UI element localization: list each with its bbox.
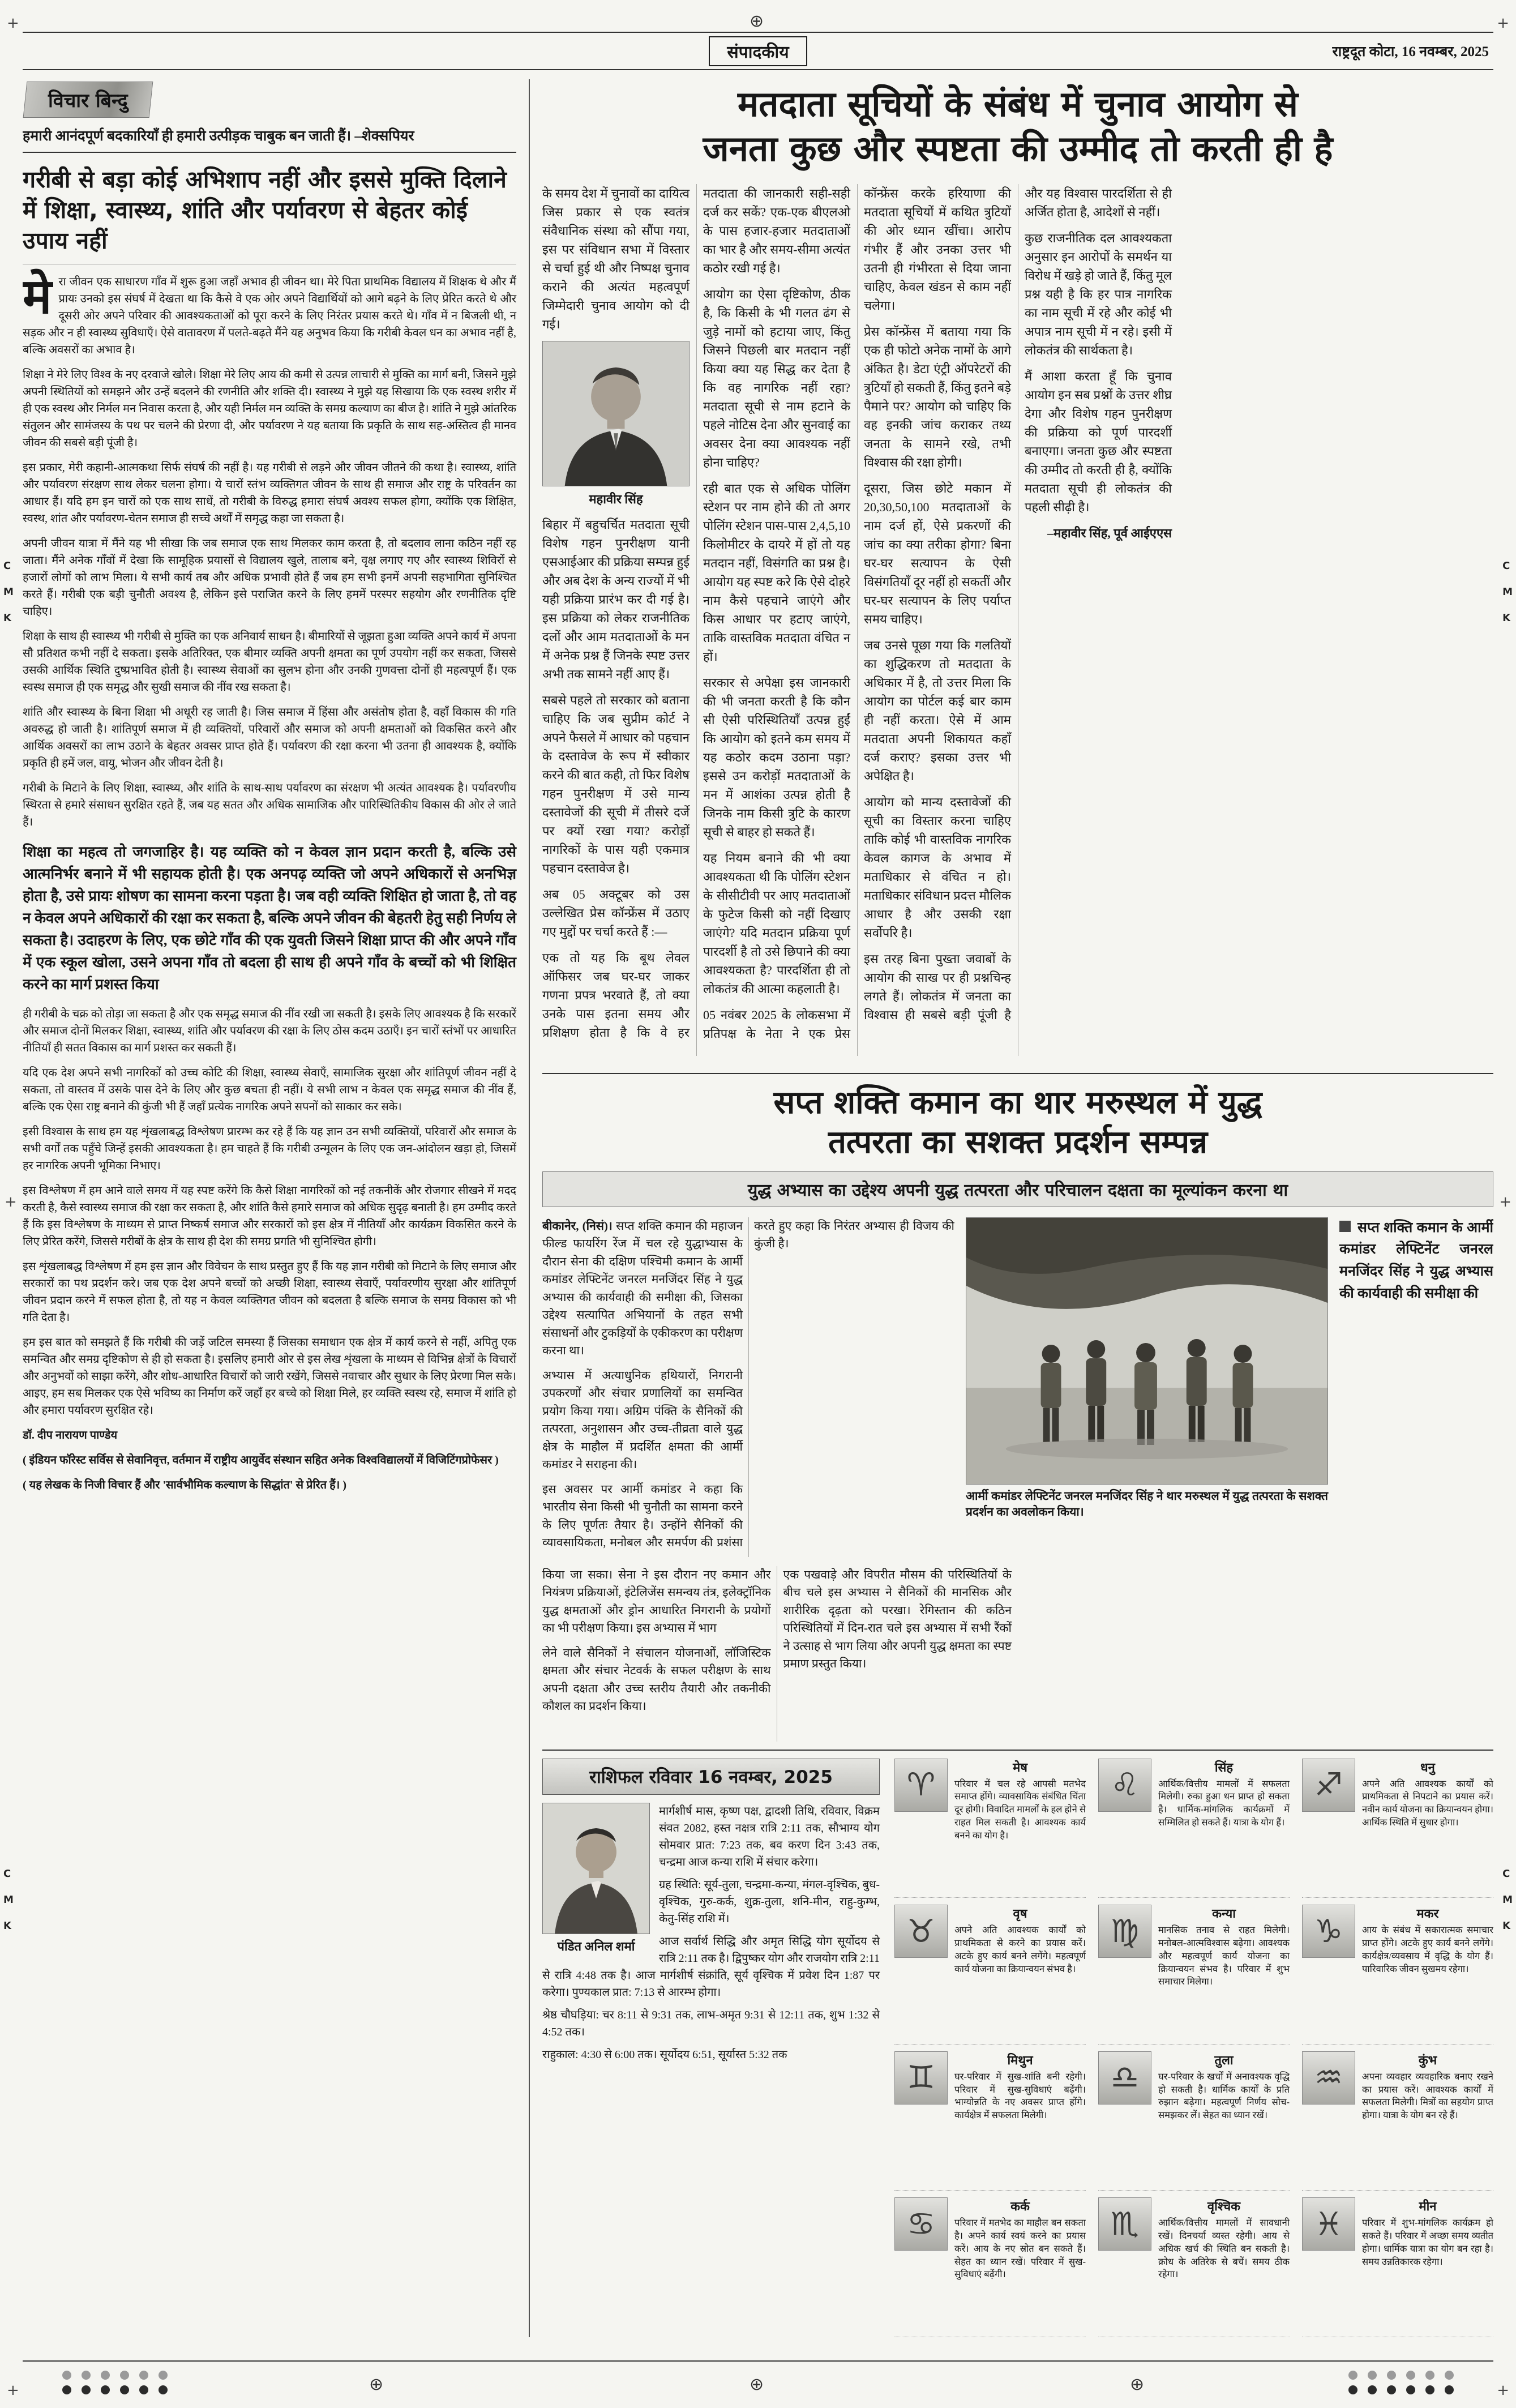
portrait-photo-illustration	[543, 341, 689, 486]
army-paragraph: किया जा सका। सेना ने इस दौरान नए कमान और नियंत्रण प्रक्रियाओं, इंटेलिजेंस समन्वय तंत्र, इलेक्ट्रॉनिक युद्ध क्षमताओं और ड्रोन आधारित निगरानी के प्रयोगों का भी परीक्षण किया। इस अभ्यास में भाग	[542, 1567, 771, 1635]
sagittarius-icon: ♐	[1302, 1759, 1355, 1812]
registration-target-icon: ⊕	[750, 2375, 764, 2394]
left-article-paragraph: गरीबी के मिटाने के लिए शिक्षा, स्वास्थ्य, और शांति के साथ-साथ पर्यावरण का संरक्षण भी अत्यंत आवश्यक है। पर्यावरणीय स्थिरता से हमारे संसाधन सुरक्षित रहते हैं, जब यह सतत और अधिक सामाजिक और पारिस्थितिकीय विकास की ओर ले जाते हैं।	[23, 782, 516, 829]
army-paragraph: अभ्यास में अत्याधुनिक हथियारों, निगरानी उपकरणों और संचार प्रणालियों का समन्वित प्रयोग किया गया। अग्रिम पंक्ति के सैनिकों की तत्परता, अनुशासन और उच्च-तीव्रता वाले युद्ध क्षेत्र के माहौल में प्रदर्शित क्षमता की आर्मी कमांडर ने सराहना की।	[542, 1368, 743, 1472]
crop-mark: +	[7, 2382, 19, 2399]
zodiac-name: कन्या	[1212, 1907, 1236, 1922]
print-color-dots-left	[62, 2371, 168, 2394]
zodiac-name: मकर	[1416, 1907, 1439, 1922]
editorial-signature: –महावीर सिंह, पूर्व आईएएस	[1047, 525, 1172, 540]
zodiac-cell-dhanu	[1302, 1759, 1493, 1898]
content-area	[23, 79, 1493, 2337]
zodiac-prediction: घर-परिवार में सुख-शांति बनी रहेगी। परिवार में सुख-सुविधाएं बढ़ेंगी। भाग्योन्नति के नए अवसर प्राप्त होंगे। कार्यक्षेत्र में सफलता मिलेगी।	[954, 2071, 1086, 2121]
crop-mark: +	[5, 1194, 17, 1211]
editorial-paragraph: मैं आशा करता हूँ कि चुनाव आयोग इन सब प्रश्नों के उत्तर शीघ्र देगा और विशेष गहन पुनरीक्षण की प्रक्रिया को पूर्ण पारदर्शी बनाएगा। जनता कुछ और स्पष्टता की उम्मीद तो करती ही है, क्योंकि मतदाता सूची ही लोकतंत्र की पहली सीढ़ी है।	[1025, 369, 1172, 514]
author-photo	[542, 341, 690, 486]
army-photo-caption: आर्मी कमांडर लेफ्टिनेंट जनरल मनजिंदर सिंह ने थार मरुस्थल में युद्ध तत्परता के सशक्त प्रदर्शन का अवलोकन किया।	[966, 1489, 1328, 1519]
left-article-paragraph: इस शृंखलाबद्ध विश्लेषण में हम इस ज्ञान और विवेचन के साथ प्रस्तुत हुए हैं कि यह ज्ञान गरीबी को मिटाने के लिए समाज और सरकारों का पथ प्रदर्शन करे। जब एक देश अपने बच्चों को अच्छी शिक्षा, स्वास्थ्य सेवाएँ, पर्यावरणीय सुरक्षा और शांतिपूर्ण जीवन प्रदान करने में सफल होता है, तो यह न केवल व्यक्तिगत जीवन को बदलता है बल्कि समाज के समग्र विकास को भी गति देता है।	[23, 1260, 516, 1324]
left-article-paragraph: यदि एक देश अपने सभी नागरिकों को उच्च कोटि की शिक्षा, स्वास्थ्य सेवाएँ, सामाजिक सुरक्षा और शांतिपूर्ण जीवन नहीं दे सकता, तो वास्तव में उसके पास देने के लिए और कुछ बचता ही नहीं। ये सभी लाभ न केवल एक समृद्ध समाज की नींव हैं, बल्कि एक ऐसा राष्ट्र बनाने की कुंजी भी हैं जहाँ प्रत्येक नागरिक अपने सपनों को साकार कर सके।	[23, 1067, 516, 1114]
zodiac-cell-mithun	[894, 2051, 1086, 2191]
editorial-paragraph: आयोग को मान्य दस्तावेजों की सूची का विस्तार करना चाहिए ताकि कोई भी वास्तविक नागरिक केवल कागज के अभाव में मताधिकार से वंचित न हो। मताधिकार संविधान प्रदत्त मौलिक आधार है और उसकी रक्षा सर्वोपरि है।	[864, 794, 1011, 940]
zodiac-prediction: अपने अति आवश्यक कार्यों को प्राथमिकता से निपटाने का प्रयास करें। नवीन कार्य योजना का क्रियान्वयन होगा। आर्थिक स्थिति में सुधार होगा।	[1362, 1778, 1493, 1828]
left-article-headline: गरीबी से बड़ा कोई अभिशाप नहीं और इससे मुक्ति दिलाने में शिक्षा, स्वास्थ्य, शांति और पर्यावरण से बेहतर कोई उपाय नहीं	[23, 164, 516, 264]
masthead	[23, 32, 1493, 70]
horoscope-section	[542, 1750, 1493, 2337]
editorial-headline-line1: मतदाता सूचियों के संबंध में चुनाव आयोग से	[738, 83, 1298, 125]
zodiac-prediction: घर-परिवार के खर्चों में अनावश्यक वृद्धि हो सकती है। धार्मिक कार्यों के प्रति रुझान बढ़ेगा। महत्वपूर्ण निर्णय सोच-समझकर लें। सेहत का ध्यान रखें।	[1158, 2071, 1290, 2121]
army-headline-line2: तत्परता का सशक्त प्रदर्शन सम्पन्न	[828, 1123, 1208, 1161]
zodiac-name: वृष	[1013, 1907, 1027, 1922]
zodiac-name: मिथुन	[1007, 2053, 1033, 2068]
left-article-paragraph: हम इस बात को समझते हैं कि गरीबी की जड़ें जटिल समस्या हैं जिसका समाधान एक क्षेत्र में कार्य करने से नहीं, अपितु एक समन्वित और समग्र दृष्टिकोण से ही हो सकता है। इसलिए हमारी ओर से इस लेख शृंखला के माध्यम से विभिन्न क्षेत्रों के विचारों और अनुभवों को साझा करेंगे, और शोध-आधारित विचारों को जारी रखेंगे, जिससे नवाचार और सुधार के लिए प्रेरणा मिल सके। आइए, हम सब मिलकर एक ऐसे भविष्य का निर्माण करें जहाँ हर बच्चे को शिक्षा मिले, हर व्यक्ति स्वस्थ रहे, समाज में शांति हो और हमारा पर्यावरण सुरक्षित रहे।	[23, 1336, 516, 1417]
army-headline-line1: सप्त शक्ति कमान का थार मरुस्थल में युद्ध	[773, 1084, 1262, 1121]
left-article-paragraph: ही गरीबी के चक्र को तोड़ा जा सकता है और एक समृद्ध समाज की नींव रखी जा सकती है। इसके लिए आवश्यक है कि सरकारें और समाज दोनों मिलकर शिक्षा, स्वास्थ्य, शांति और पर्यावरण की रक्षा के लिए ठोस कदम उठाएँ। इन चारों स्तंभों पर आधारित नीतियाँ ही सतत विकास का मार्ग प्रशस्त कर सकती हैं।	[23, 1008, 516, 1055]
author-photo-caption: महावीर सिंह	[589, 491, 643, 506]
footer-rule	[23, 2360, 1493, 2362]
left-article-highlight: शिक्षा का महत्व तो जगजाहिर है। यह व्यक्ति को न केवल ज्ञान प्रदान करती है, बल्कि उसे आत्मनिर्भर बनाने में भी सहायक होती है। एक अनपढ़ व्यक्ति जो अपने अधिकारों से अनभिज्ञ होता है, उसे प्रायः शोषण का सामना करना पड़ता है। जब वही व्यक्ति शिक्षित हो जाता है, तो वह न केवल अपने अधिकारों की रक्षा कर सकता है, बल्कि अपने जीवन की बेहतरी हेतु सही निर्णय ले सकता है। उदाहरण के लिए, एक छोटे गाँव की एक युवती जिसने शिक्षा प्राप्त की और अपने गाँव में एक स्कूल खोला, उसने अपना गाँव तो बदला ही साथ ही अपने गाँव के बच्चों को भी शिक्षित करने का मार्ग प्रशस्त किया	[23, 844, 516, 993]
left-article-lead: मेरा जीवन एक साधारण गाँव में शुरू हुआ जहाँ अभाव ही जीवन था। मेरे पिता प्राथमिक विद्यालय में शिक्षक थे और मैं प्रायः उनको इस संघर्ष में देखता था कि कैसे वे एक ओर अपने विद्यार्थियों को आगे बढ़ने के लिए प्रेरित करते थे और दूसरी ओर अपने परिवार की आवश्यकताओं को पूरा करने के लिए निरंतर प्रयास करते थे। गाँव में न बिजली थी, न सड़क और न ही स्वास्थ्य सुविधाएँ। ऐसे वातावरण में पलते-बढ़ते मैंने यह अनुभव किया कि गरीबी केवल धन का अभाव नहीं है, बल्कि अवसरों का अभाव है।	[23, 268, 516, 357]
square-bullet-icon	[1339, 1221, 1351, 1232]
panchang-line: आज सर्वार्थ सिद्धि और अमृत सिद्धि योग सूर्योदय से रात्रि 2:11 तक है। द्विपुष्कर योग और राजयोग रात्रि 2:11 से रात्रि 4:48 तक है। आज मार्गशीर्ष संक्रांति, सूर्य वृश्चिक में प्रवेश दिन 1:87 पर करेगा। पुण्यकाल प्रात: 7:13 से आरम्भ होगा।	[542, 1935, 880, 1999]
zodiac-prediction: आर्थिक/वित्तीय मामलों में सावधानी रखें। दिनचर्या व्यस्त रहेगी। आय से अधिक खर्च की स्थिति बन सकती है। क्रोध के अतिरेक से बचें। समय ठीक रहेगा।	[1158, 2217, 1290, 2280]
registration-target-icon: ⊕	[1130, 2375, 1145, 2394]
aries-icon: ♈	[894, 1759, 948, 1812]
left-article-author: डॉ. दीप नारायण पाण्डेय	[23, 1429, 118, 1442]
left-article-author-note: ( यह लेखक के निजी विचार हैं और 'सार्वभौमिक कल्याण के सिद्धांत' से प्रेरित हैं। )	[23, 1479, 346, 1492]
edition-dateline: राष्ट्रदूत कोटा, 16 नवम्बर, 2025	[1332, 44, 1489, 59]
army-photo-illustration	[966, 1218, 1327, 1484]
astrologer-photo	[542, 1803, 650, 1934]
astrologer-name: पंडित अनिल शर्मा	[557, 1939, 635, 1953]
editorial-paragraph: आयोग का ऐसा दृष्टिकोण, ठीक है, कि किसी के भी गलत ढंग से जुड़े नामों को हटाया जाए, किंतु जिसने पिछली बार मतदान नहीं किया क्या यह सिद्ध कर देता है कि वह नागरिक नहीं रहा? मतदाता सूची से नाम हटाने के पहले नोटिस देना और सुनवाई का अवसर देना क्या आवश्यक नहीं होना चाहिए?	[703, 286, 850, 469]
page-section-title: संपादकीय	[709, 36, 807, 66]
panchang-line: ग्रह स्थिति: सूर्य-तुला, चन्द्रमा-कन्या, मंगल-वृश्चिक, बुध-वृश्चिक, गुरु-कर्क, शुक्र-तुला, शनि-मीन, राहु-कुम्भ, केतु-सिंह राशि में।	[659, 1878, 880, 1925]
vichar-bindu-quote: हमारी आनंदपूर्ण बदकारियाँ ही हमारी उत्पीड़क चाबुक बन जाती हैं। –शेक्सपियर	[23, 125, 516, 153]
capricorn-icon: ♑	[1302, 1905, 1355, 1958]
registration-target-icon: ⊕	[369, 2375, 384, 2394]
editorial-body	[542, 184, 1493, 1056]
zodiac-cell-makar	[1302, 1905, 1493, 2045]
army-headline	[542, 1083, 1493, 1162]
zodiac-cell-kanya	[1098, 1905, 1290, 2045]
army-paragraph: एक पखवाड़े और विपरीत मौसम की परिस्थितियों के बीच चले इस अभ्यास ने सैनिकों की मानसिक और शारीरिक दृढ़ता को परखा। रेगिस्तान की कठिन परिस्थितियों में दिन-रात चले इस अभ्यास में सभी रैंकों ने उत्साह से भाग लिया और अपनी युद्ध क्षमता का स्पष्ट प्रमाण प्रस्तुत किया।	[783, 1567, 1012, 1671]
pisces-icon: ♓	[1302, 2197, 1355, 2251]
astrologer-photo-figure	[542, 1803, 650, 1954]
astrologer-photo-illustration	[543, 1803, 649, 1934]
left-article-paragraph: शिक्षा के साथ ही स्वास्थ्य भी गरीबी से मुक्ति का एक अनिवार्य साधन है। बीमारियों से जूझता हुआ व्यक्ति अपने कार्य में अपना सौ प्रतिशत कभी नहीं दे सकता। इसके अतिरिक्त, एक बीमार व्यक्ति अपनी क्षमता का पूर्ण उपयोग नहीं कर सकता, जिससे उसकी आर्थिक स्थिति दुष्प्रभावित होती है। स्वास्थ्य सेवाओं का सुलभ होना और उनकी गुणवत्ता दोनों ही महत्वपूर्ण हैं। एक स्वस्थ समाज ही एक समृद्ध और सुखी समाज की नींव रख सकता है।	[23, 630, 516, 694]
editorial-paragraph: जब उनसे पूछा गया कि गलतियों का शुद्धिकरण तो मतदाता के अधिकार में है, तो उत्तर मिला कि आयोग का पोर्टल कई बार काम ही नहीं करता। ऐसे में आम मतदाता अपनी शिकायत कहाँ दर्ज कराए? इसका उत्तर भी अपेक्षित है।	[864, 638, 1011, 783]
zodiac-cell-mesh	[894, 1759, 1086, 1898]
virgo-icon: ♍	[1098, 1905, 1151, 1958]
panchang-line: श्रेष्ठ चौघड़िया: चर 8:11 से 9:31 तक, लाभ-अमृत 9:31 से 12:11 तक, शुभ 1:32 से 4:52 तक।	[542, 2008, 880, 2038]
army-middle-grid	[542, 1217, 1493, 1557]
zodiac-name: वृश्चिक	[1207, 2200, 1241, 2214]
print-color-dots-right	[1348, 2371, 1454, 2394]
dropcap: मे	[23, 268, 52, 326]
left-article-paragraph: इसी विश्वास के साथ हम यह शृंखलाबद्ध विश्लेषण प्रारम्भ कर रहे हैं कि यह ज्ञान उन सभी व्यक्तियों, परिवारों और समाज के सभी वर्गों तक पहुँचे जिन्हें इसकी आवश्यकता है। हम चाहते हैं कि गरीबी उन्मूलन के लिए एक जन-आंदोलन खड़ा हो, जिसमें हर नागरिक अपनी भूमिका निभाए।	[23, 1126, 516, 1173]
leo-icon: ♌	[1098, 1759, 1151, 1812]
editorial-paragraph: कुछ राजनीतिक दल आवश्यकता अनुसार इन आरोपों के समर्थन या विरोध में खड़े हो जाते हैं, किंतु मूल प्रश्न यही है कि हर पात्र नागरिक का नाम सूची में रहे और कोई भी अपात्र नाम सूची में न रहे। इसी में लोकतंत्र की सार्थकता है।	[1025, 230, 1172, 357]
zodiac-prediction: अपना व्यवहार व्यवहारिक बनाए रखने का प्रयास करें। आवश्यक कार्यों में सफलता मिलेगी। मित्रों का सहयोग प्राप्त होगा। यात्रा के योग बन रहे हैं।	[1362, 2071, 1493, 2121]
editorial-paragraph: प्रेस कॉन्फ्रेंस में बताया गया कि एक ही फोटो अनेक नामों के आगे अंकित है। डेटा एंट्री ऑपरेटरों की त्रुटियाँ हो सकती हैं, किंतु इतने बड़े पैमाने पर? आयोग को चाहिए कि वह इनकी जांच कराकर तथ्य जनता के सामने रखे, तभी विश्वास की रक्षा होगी।	[864, 324, 1011, 469]
editorial-paragraph: अब 05 अक्टूबर को उस उल्लेखित प्रेस कॉन्फ्रेंस में उठाए गए मुद्दों पर चर्चा करते हैं :—	[542, 887, 690, 939]
zodiac-cell-kark	[894, 2197, 1086, 2337]
crop-mark: +	[1499, 1194, 1511, 1211]
crop-mark: +	[7, 15, 19, 32]
zodiac-cell-sinh	[1098, 1759, 1290, 1898]
left-article-paragraph: इस विश्लेषण में हम आने वाले समय में यह स्पष्ट करेंगे कि कैसे शिक्षा नागरिकों को नई तकनीकें और रोजगार सीखने में मदद करती है, कैसे स्वास्थ्य समाज की रक्षा कर सकता है, और शांति कैसे हमारे समाज को अधिक सुदृढ़ बनाती है। हम उम्मीद करते हैं कि इस विश्लेषण के माध्यम से प्राप्त निष्कर्ष समाज और सरकारों को इस क्षेत्र में नीतियाँ और कार्यक्रम विकसित करने के लिए प्रेरित करेंगे, जिससे गरीबों के क्षेत्र के साथ ही देश की समग्र प्रगति भी सुनिश्चित होगी।	[23, 1184, 516, 1248]
zodiac-prediction: आर्थिक/वित्तीय मामलों में सफलता मिलेगी। रुका हुआ धन प्राप्त हो सकता है। धार्मिक-मांगलिक कार्यक्रमों में सम्मिलित हो सकते हैं। यात्रा के योग हैं।	[1158, 1778, 1290, 1828]
editorial-paragraph: यह नियम बनाने की भी क्या आवश्यकता थी कि पोलिंग स्टेशन के सीसीटीवी पर आए मतदाताओं के फुटेज किसी को नहीं दिखाए जाएंगे? यदि मतदान प्रक्रिया पूर्ण पारदर्शी है तो उसे छिपाने की क्या आवश्यकता है? पारदर्शिता ही तो लोकतंत्र की आत्मा कहलाती है।	[703, 850, 850, 996]
horoscope-title: राशिफल रविवार 16 नवम्बर, 2025	[542, 1759, 880, 1795]
zodiac-cell-vrish	[894, 1905, 1086, 2045]
left-article-paragraph: शिक्षा ने मेरे लिए विश्व के नए दरवाजे खोले। शिक्षा मेरे लिए आय की कमी से उत्पन्न लाचारी से मुक्ति का मार्ग बनी, जिसने मुझे अपनी स्थितियों को समझने और उन्हें बदलने की रणनीति और शक्ति दी। स्वास्थ्य ने मुझे यह सिखाया कि एक स्वस्थ शरीर में ही एक स्वस्थ और निर्मल मन निवास करता है, और यही निर्मल मन व्यक्ति के समग्र कल्याण का बीज है। शांति ने मुझे आंतरिक संतुलन और सामंजस्य के पथ पर चलने की प्रेरणा दी, और पर्यावरण ने यह बताया कि प्रकृति के साथ सह-अस्तित्व ही मानव जीवन की सबसे बड़ी पूंजी है।	[23, 369, 516, 450]
editorial-paragraph: दूसरा, जिस छोटे मकान में 20,30,50,100 मतदाताओं के नाम दर्ज हों, ऐसे प्रकरणों की जांच का क्या तरीका होगा? बिना घर-घर सत्यापन के ऐसी विसंगतियाँ दूर नहीं हो सकतीं और घर-घर सत्यापन के लिए पर्याप्त समय चाहिए।	[864, 481, 1011, 626]
cmyk-mark-left-top: C M K	[3, 560, 14, 624]
editorial-paragraph: बिहार में बहुचर्चित मतदाता सूची विशेष गहन पुनरीक्षण यानी एसआईआर की प्रक्रिया सम्पन्न हुई और अब देश के अन्य राज्यों में भी यही प्रक्रिया प्रारंभ कर दी गई है। इस प्रक्रिया को लेकर राजनीतिक दलों और आम मतदाताओं के मन में अनेक प्रश्न हैं जिनके स्पष्ट उत्तर अभी तक सामने नहीं आए हैं।	[542, 517, 690, 681]
left-article-paragraph: इस प्रकार, मेरी कहानी-आत्मकथा सिर्फ संघर्ष की नहीं है। यह गरीबी से लड़ने और जीवन जीतने की कथा है। स्वास्थ्य, शांति और पर्यावरण संरक्षण साथ लेकर चलना होगा। ये चारों स्तंभ व्यक्तिगत जीवन के साथ ही समाज और राष्ट्र के परिवर्तन का आधार हैं। यदि हम इन चारों को एक साथ साधें, तो गरीबी के विरुद्ध हमारा संघर्ष अवश्य सफल होगा, क्योंकि एक शिक्षित, स्वस्थ, शांत और पर्यावरण-चेतन समाज ही सच्चे अर्थों में समृद्ध कहा जा सकता है।	[23, 461, 516, 525]
left-article-author-note: ( इंडियन फॉरेस्ट सर्विस से सेवानिवृत्त, वर्तमान में राष्ट्रीय आयुर्वेद संस्थान सहित अनेक विश्वविद्यालयों में विजिटिंगप्रोफेसर )	[23, 1454, 499, 1467]
panchang-line: मार्गशीर्ष मास, कृष्ण पक्ष, द्वादशी तिथि, रविवार, विक्रम संवत 2082, हस्त नक्षत्र रात्रि 2:11 तक, सौभाग्य योग सोमवार प्रात: 7:23 तक, बव करण दिन 3:43 तक, चन्द्रमा आज कन्या राशि में संचार करेगा।	[659, 1804, 880, 1868]
editorial-paragraph: के समय देश में चुनावों का दायित्व जिस प्रकार से एक स्वतंत्र संवैधानिक संस्था को सौंपा गया, इस पर संविधान सभा में विस्तार से चर्चा हुई थी और निष्पक्ष चुनाव कराने की अत्यंत महत्वपूर्ण जिम्मेदारी चुनाव आयोग को दी गई।	[542, 186, 690, 331]
zodiac-name: सिंह	[1214, 1760, 1234, 1775]
gemini-icon: ♊	[894, 2051, 948, 2105]
left-column	[23, 79, 530, 2337]
army-paragraph: लेने वाले सैनिकों ने संचालन योजनाओं, लॉजिस्टिक क्षमता और संचार नेटवर्क के सफल परीक्षण के साथ अपनी दक्षता और उच्च स्तरीय तैयारी और तकनीकी कौशल का प्रदर्शन किया।	[542, 1645, 771, 1713]
zodiac-prediction: परिवार में शुभ-मांगलिक कार्यक्रम हो सकते हैं। परिवार में अच्छा समय व्यतीत होगा। धार्मिक यात्रा का योग बन रहा है। समय उन्नतिकारक रहेगा।	[1362, 2217, 1493, 2267]
editorial-headline-line2: जनता कुछ और स्पष्टता की उम्मीद तो करती ही है	[703, 128, 1333, 170]
zodiac-name: मीन	[1419, 2200, 1437, 2214]
zodiac-prediction: परिवार में मतभेद का माहौल बन सकता है। अपने कार्य स्वयं करने का प्रयास करें। आय के नए स्रोत बन सकते हैं। सेहत का ध्यान रखें। परिवार में सुख-सुविधाएं बढ़ेंगी।	[954, 2217, 1086, 2280]
editorial-paragraph: एक तो यह कि बूथ लेवल ऑफिसर जब घर-घर जाकर गणना प्रपत्र भरवाते हैं, तो क्या उनके पास इतना समय और प्रशिक्षण होता है कि वे हर मतदाता की जानकारी सही-सही दर्ज कर सकें? एक-एक बीएलओ के पास हजार-हजार मतदाताओं का भार है और समय-सीमा अत्यंत कठोर रखी गई है।	[542, 186, 850, 1040]
zodiac-cell-kumbh	[1302, 2051, 1493, 2191]
crop-mark: +	[1497, 2382, 1509, 2399]
left-article-paragraph: शांति और स्वास्थ्य के बिना शिक्षा भी अधूरी रह जाती है। जिस समाज में हिंसा और असंतोष होता है, वहाँ विकास की गति अवरुद्ध हो जाती है। शांतिपूर्ण समाज में ही व्यक्तियों, परिवारों और समाज को अपनी क्षमताओं को विकसित करने और आर्थिक अवसरों का लाभ उठाने के बेहतर अवसर प्राप्त होते हैं। पर्यावरण की रक्षा करना भी उतना ही आवश्यक है, क्योंकि प्रकृति ही हमें जल, वायु, भोजन और जीवन देती है।	[23, 706, 516, 770]
zodiac-name: धनु	[1420, 1760, 1435, 1775]
editorial-paragraph: सबसे पहले तो सरकार को बताना चाहिए कि जब सुप्रीम कोर्ट ने अपने फैसले में आधार को पहचान के दस्तावेज के रूप में स्वीकार करने की बात कही, तो फिर विशेष गहन पुनरीक्षण में उसे मान्य दस्तावेजों की सूची में तीसरे दर्जे पर क्यों रखा गया? करोड़ों नागरिकों के पास यही एकमात्र पहचान दस्तावेज है।	[542, 692, 690, 875]
cmyk-mark-right-bottom: C M K	[1502, 1868, 1513, 1932]
army-pull-quote: सप्त शक्ति कमान के आर्मी कमांडर लेफ्टिनेंट जनरल मनजिंदर सिंह ने युद्ध अभ्यास की कार्यवाही की समीक्षा की	[1339, 1220, 1493, 1301]
zodiac-name: कर्क	[1010, 2200, 1030, 2214]
zodiac-prediction: परिवार में चल रहे आपसी मतभेद समाप्त होंगे। व्यावसायिक संबंधित चिंता दूर होगी। विवादित मामलों के हल होने से राहत मिल सकती है। आवश्यक कार्य बनने का योग है।	[954, 1778, 1086, 1841]
zodiac-name: तुला	[1214, 2053, 1234, 2068]
zodiac-prediction: आय के संबंध में सकारात्मक समाचार प्राप्त होंगे। अटके हुए कार्य बनने लगेंगे। कार्यक्षेत्र/व्यवसाय में वृद्धि के योग हैं। पारिवारिक जीवन सुखमय रहेगा।	[1362, 1924, 1493, 1974]
zodiac-cell-vrishchik	[1098, 2197, 1290, 2337]
registration-target-icon: ⊕	[750, 11, 764, 31]
cancer-icon: ♋	[894, 2197, 948, 2251]
vichar-bindu-ribbon	[23, 82, 153, 118]
editorial-paragraph: रही बात एक से अधिक पोलिंग स्टेशन पर नाम होने की तो अगर पोलिंग स्टेशन पास-पास 2,4,5,10 किलोमीटर के दायरे में हों तो यह मतदान नहीं, विसंगति का प्रश्न है। आयोग यह स्पष्ट करे कि ऐसे दोहरे नाम कैसे पहचाने जाएंगे और किस आधार पर हटाए जाएंगे, ताकि वास्तविक मतदाता वंचित न हों।	[703, 481, 850, 664]
left-article-paragraph: अपनी जीवन यात्रा में मैंने यह भी सीखा कि जब समाज एक साथ मिलकर काम करता है, तो बदलाव लाना कठिन नहीं रह जाता। मैंने अनेक गाँवों में देखा कि सामूहिक प्रयासों से विद्यालय खुले, तालाब बने, वृक्ष लगाए गए और स्वास्थ्य शिविरों से हजारों लोगों को लाभ मिला। ये सभी कार्य तब और अधिक प्रभावी होते हैं जब हम सभी इनमें अपनी सहभागिता सुनिश्चित करते हैं। गरीबी एक बड़ी चुनौती अवश्य है, लेकिन इसे पराजित करने के लिए हममें परस्पर सहयोग और रणनीतिक दृष्टि चाहिए।	[23, 537, 516, 618]
zodiac-prediction: अपने अति आवश्यक कार्यों को प्राथमिकता से करने का प्रयास करें। अटके हुए कार्य बनने लगेंगे। महत्वपूर्ण कार्य योजना का क्रियान्वयन संभव है।	[954, 1924, 1086, 1974]
army-article	[542, 1073, 1493, 1742]
army-dateline: बीकानेर, (निसं)।	[542, 1218, 613, 1233]
author-photo-figure	[542, 341, 690, 508]
zodiac-cell-tula	[1098, 2051, 1290, 2191]
left-article-body	[23, 268, 516, 1494]
army-photo	[966, 1217, 1328, 1485]
libra-icon: ♎	[1098, 2051, 1151, 2105]
zodiac-prediction: मानसिक तनाव से राहत मिलेगी। मनोबल-आत्मविश्वास बढ़ेगा। आवश्यक और महत्वपूर्ण कार्य योजना का क्रियान्वयन संभव है। परिवार में शुभ समाचार मिलेगा।	[1158, 1924, 1290, 1987]
zodiac-name: मेष	[1013, 1760, 1027, 1775]
taurus-icon: ♉	[894, 1905, 948, 1958]
cmyk-mark-left-bottom: C M K	[3, 1868, 14, 1932]
army-bottom-text	[542, 1566, 1493, 1742]
scorpio-icon: ♏	[1098, 2197, 1151, 2251]
army-paragraph: इस अवसर पर आर्मी कमांडर ने कहा कि भारतीय सेना किसी भी चुनौती का सामना करने के लिए पूर्णतः तैयार है। उन्होंने सैनिकों की व्यावसायिकता, मनोबल और समर्पण की प्रशंसा करते हुए कहा कि निरंतर अभ्यास ही विजय की कुंजी है।	[542, 1218, 954, 1550]
editorial-paragraph: सरकार से अपेक्षा इस जानकारी की भी जनता करती है कि कौन सी ऐसी परिस्थितियाँ उत्पन्न हुईं कि आयोग को इतने कम समय में यह कठोर कदम उठाना पड़ा? इससे उन करोड़ों मतदाताओं के मन में आशंका उत्पन्न होती है जिनके नाम किसी त्रुटि के कारण सूची से बाहर हो सकते हैं।	[703, 675, 850, 839]
right-column	[542, 79, 1493, 2337]
vichar-bindu-title: विचार बिन्दु	[48, 89, 128, 112]
cmyk-mark-right-top: C M K	[1502, 560, 1513, 624]
zodiac-name: कुंभ	[1418, 2053, 1437, 2068]
army-lead-paragraph: बीकानेर, (निसं)। सप्त शक्ति कमान की महाजन फील्ड फायरिंग रेंज में चल रहे युद्धाभ्यास के दौरान सेना की दक्षिण पश्चिमी कमान के आर्मी कमांडर लेफ्टिनेंट जनरल मनजिंदर सिंह ने युद्ध अभ्यास की कार्यवाही की समीक्षा की, जिसका उद्देश्य सत्यापित अभियानों के तहत सभी संसाधनों और टुकड़ियों के एकीकरण का परीक्षण करना था।	[542, 1218, 743, 1358]
crop-mark: +	[1497, 15, 1509, 32]
army-body-text	[542, 1217, 954, 1557]
editorial-paragraph: 05 नवंबर 2025 के लोकसभा में प्रतिपक्ष के नेता ने एक प्रेस कॉन्फ्रेंस करके हरियाणा की मतदाता सूचियों में कथित त्रुटियों की ओर ध्यान खींचा। आरोप गंभीर हैं और उनका उत्तर भी उतनी ही गंभीरता से दिया जाना चाहिए, केवल खंडन से काम नहीं चलेगा।	[703, 186, 1011, 1041]
zodiac-cell-meen	[1302, 2197, 1493, 2337]
editorial-paragraph: इस तरह बिना पुख्ता जवाबों के आयोग की साख पर ही प्रश्नचिन्ह लगते हैं। लोकतंत्र में जनता का विश्वास ही सबसे बड़ी पूंजी है और यह विश्वास पारदर्शिता से ही अर्जित होता है, आदेशों से नहीं।	[864, 186, 1172, 1022]
editorial-article	[542, 79, 1493, 1066]
zodiac-grid	[894, 1759, 1493, 2337]
army-subheadline: युद्ध अभ्यास का उद्देश्य अपनी युद्ध तत्परता और परिचालन दक्षता का मूल्यांकन करना था	[542, 1171, 1493, 1207]
horoscope-left-panel	[542, 1759, 880, 2337]
panchang-line: राहुकाल: 4:30 से 6:00 तक। सूर्योदय 6:51, सूर्यास्त 5:32 तक	[542, 2048, 787, 2061]
aquarius-icon: ♒	[1302, 2051, 1355, 2105]
army-photo-figure	[966, 1217, 1328, 1557]
editorial-headline	[542, 82, 1493, 172]
